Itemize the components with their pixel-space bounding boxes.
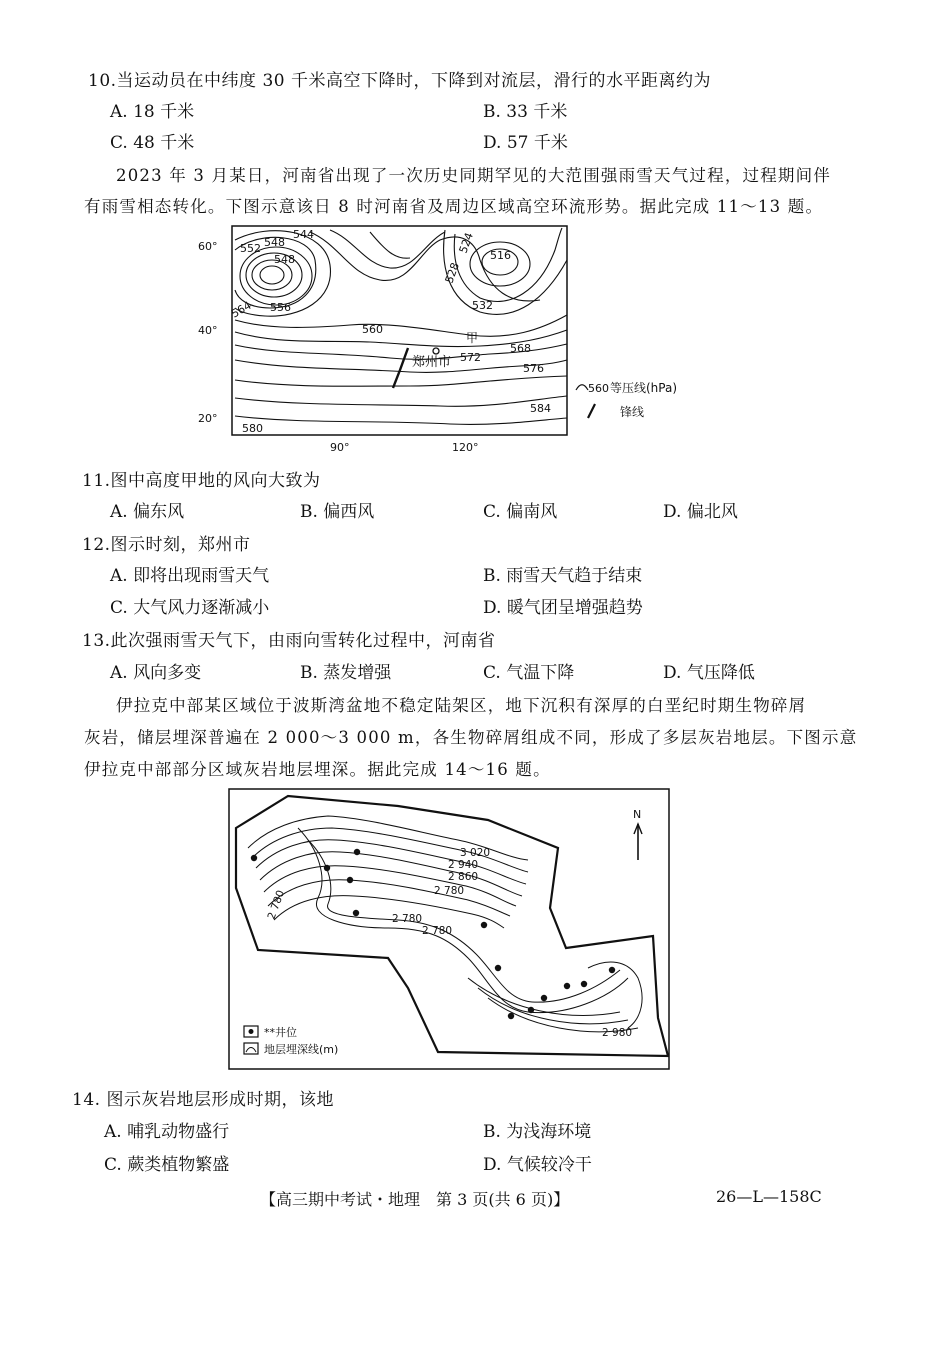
q13-option-b: B. 蒸发增强 xyxy=(300,663,392,683)
isobar-label: 516 xyxy=(490,249,511,262)
q11-option-d: D. 偏北风 xyxy=(663,502,738,522)
q14-option-c: C. 蕨类植物繁盛 xyxy=(104,1155,230,1175)
q11-option-b: B. 偏西风 xyxy=(300,502,375,522)
burial-depth-map xyxy=(228,788,672,1072)
contour-label: 2 780 xyxy=(434,885,465,897)
isobar-label: 560 xyxy=(362,323,383,336)
legend-well: **井位 xyxy=(264,1026,297,1039)
question-10-stem: 10.当运动员在中纬度 30 千米高空下降时，下降到对流层，滑行的水平距离约为 xyxy=(88,71,711,91)
contour-label: 3 020 xyxy=(460,847,491,859)
legend-contour: 地层埋深线(m) xyxy=(264,1043,339,1056)
contour-label: 2 980 xyxy=(602,1027,633,1039)
q14-option-d: D. 气候较冷干 xyxy=(483,1155,592,1175)
q10-option-c: C. 48 千米 xyxy=(110,133,195,153)
contour-legend-icon xyxy=(244,1043,258,1054)
lon-label-120: 120° xyxy=(452,441,479,454)
isobar-label: 548 xyxy=(264,236,285,249)
isobar-label: 552 xyxy=(240,242,261,255)
q14-option-a: A. 哺乳动物盛行 xyxy=(104,1122,230,1142)
lat-label-40: 40° xyxy=(198,324,218,337)
isobar-label: 576 xyxy=(523,362,544,375)
passage-1-line-2: 有雨雪相态转化。下图示意该日 8 时河南省及周边区域高空环流形势。据此完成 11～13 题。 xyxy=(84,197,824,216)
page-footer-code: 26—L—158C xyxy=(716,1187,822,1206)
legend-isobar-value: 560 xyxy=(588,382,609,395)
north-label: N xyxy=(633,808,642,821)
lat-label-60: 60° xyxy=(198,240,218,253)
point-jia-label: 甲 xyxy=(466,331,479,345)
isobar-label: 528 xyxy=(442,260,463,286)
q14-option-b: B. 为浅海环境 xyxy=(483,1122,592,1142)
q12-option-a: A. 即将出现雨雪天气 xyxy=(110,566,270,586)
q11-option-a: A. 偏东风 xyxy=(110,502,185,522)
q13-option-c: C. 气温下降 xyxy=(483,663,575,683)
isobar-label: 544 xyxy=(293,228,314,241)
q10-option-d: D. 57 千米 xyxy=(483,133,568,153)
legend-isobar: 等压线(hPa) xyxy=(610,381,678,395)
contour-label: 2 860 xyxy=(448,871,479,883)
circulation-map xyxy=(190,220,720,460)
question-13-stem: 13.此次强雨雪天气下，由雨向雪转化过程中，河南省 xyxy=(82,631,496,651)
passage-2-line-3: 伊拉克中部部分区域灰岩地层埋深。据此完成 14～16 题。 xyxy=(84,760,551,779)
passage-2-line-2: 灰岩，储层埋深普遍在 2 000～3 000 m，各生物碎屑组成不同，形成了多层灰岩地层。下图示意 xyxy=(84,728,858,747)
q11-option-c: C. 偏南风 xyxy=(483,502,558,522)
isobar-label: 564 xyxy=(229,298,254,321)
q12-option-c: C. 大气风力逐渐减小 xyxy=(110,598,270,618)
question-11-stem: 11.图中高度甲地的风向大致为 xyxy=(82,471,321,491)
q12-option-d: D. 暖气团呈增强趋势 xyxy=(483,598,643,618)
question-12-stem: 12.图示时刻，郑州市 xyxy=(82,535,251,555)
contour-label: 2 780 xyxy=(265,888,288,922)
front-legend-icon xyxy=(588,404,595,418)
isobar-label: 584 xyxy=(530,402,551,415)
isobar-label: 524 xyxy=(456,230,477,256)
lon-label-90: 90° xyxy=(330,441,350,454)
isobar-legend-icon xyxy=(576,385,588,390)
zhengzhou-label: 郑州市 xyxy=(412,355,452,370)
contour-label: 2 780 xyxy=(422,925,453,937)
isobar-label: 572 xyxy=(460,351,481,364)
isobar-label: 580 xyxy=(242,422,263,435)
isobar-label: 568 xyxy=(510,342,531,355)
q10-option-a: A. 18 千米 xyxy=(110,102,195,122)
contour-label: 2 780 xyxy=(392,913,423,925)
isobar-label: 532 xyxy=(472,299,493,312)
isobar-label: 556 xyxy=(270,301,291,314)
q13-option-a: A. 风向多变 xyxy=(110,663,202,683)
lat-label-20: 20° xyxy=(198,412,218,425)
passage-1-line-1: 2023 年 3 月某日，河南省出现了一次历史同期罕见的大范围强雨雪天气过程，过程期间伴 xyxy=(116,166,832,185)
page-footer-title: 【高三期中考试・地理 第 3 页(共 6 页)】 xyxy=(260,1190,570,1209)
q13-option-d: D. 气压降低 xyxy=(663,663,755,683)
isobar-label: 548 xyxy=(274,253,295,266)
q10-option-b: B. 33 千米 xyxy=(483,102,568,122)
contour-label: 2 940 xyxy=(448,859,479,871)
passage-2-line-1: 伊拉克中部某区域位于波斯湾盆地不稳定陆架区，地下沉积有深厚的白垩纪时期生物碎屑 xyxy=(116,696,807,715)
legend-front: 锋线 xyxy=(620,405,645,419)
q12-option-b: B. 雨雪天气趋于结束 xyxy=(483,566,643,586)
question-14-stem: 14. 图示灰岩地层形成时期，该地 xyxy=(72,1090,334,1110)
